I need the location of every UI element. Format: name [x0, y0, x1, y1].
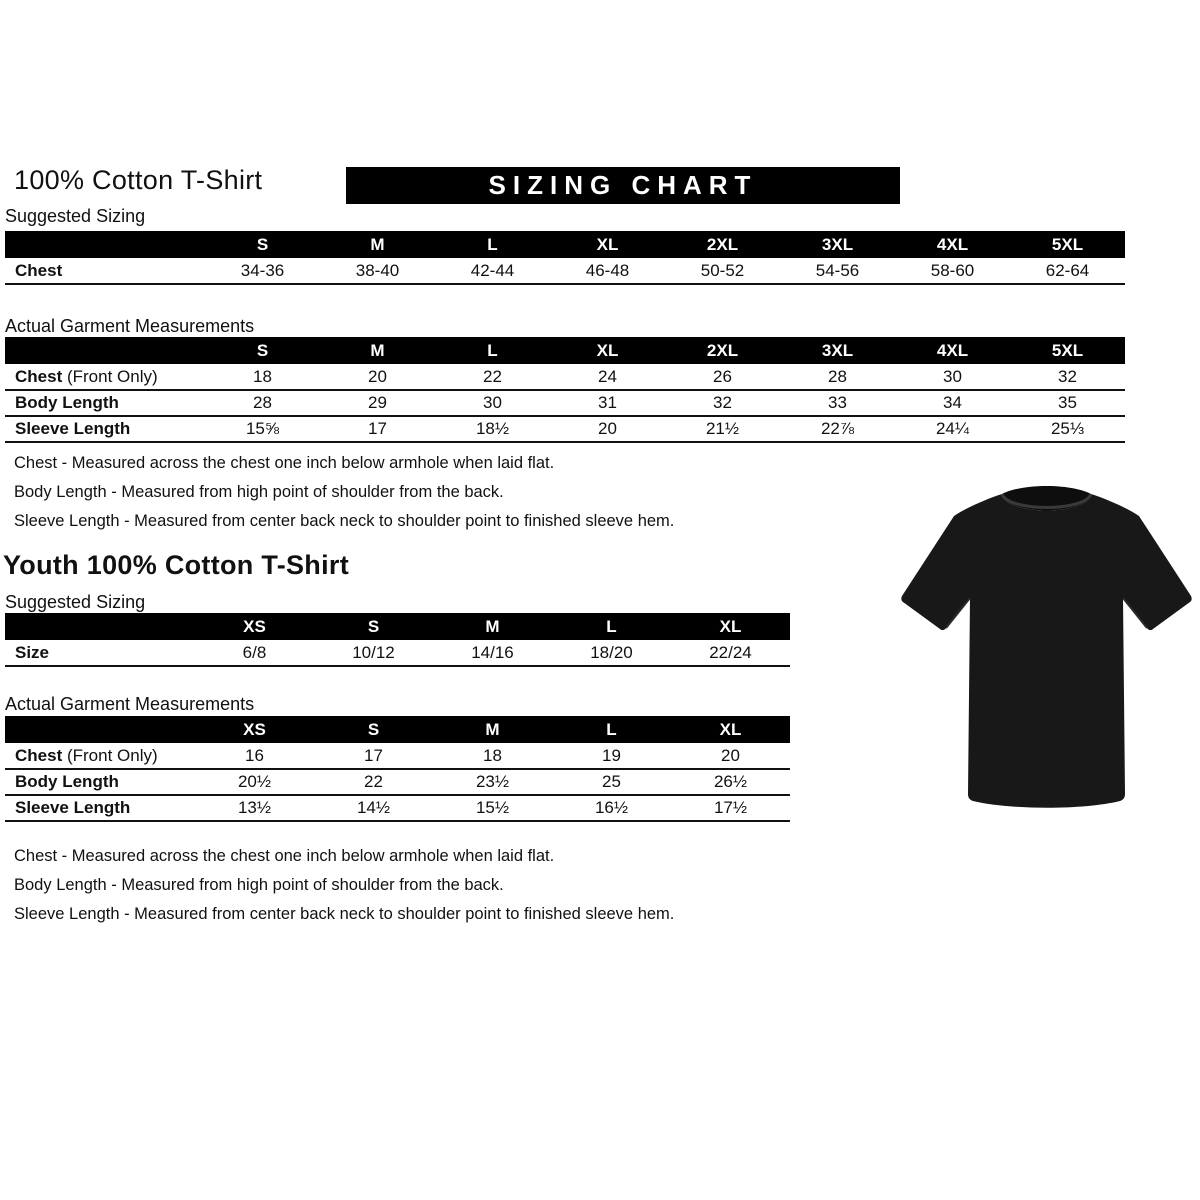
row-label	[5, 743, 195, 769]
size-column-header: XL	[671, 613, 790, 640]
size-cell: 32	[665, 390, 780, 416]
size-cell: 22/24	[671, 640, 790, 666]
size-cell: 14½	[314, 795, 433, 821]
row-label-text: Size	[15, 642, 50, 662]
row-label-suffix: (Front Only)	[62, 745, 158, 765]
table-row	[5, 258, 1125, 284]
size-cell: 14/16	[433, 640, 552, 666]
size-column-header: S	[314, 716, 433, 743]
size-column-header: M	[320, 231, 435, 258]
size-column-header: 5XL	[1010, 337, 1125, 364]
size-cell: 20	[320, 364, 435, 390]
size-cell: 13½	[195, 795, 314, 821]
size-cell: 34-36	[205, 258, 320, 284]
youth-product-title: Youth 100% Cotton T-Shirt	[3, 550, 349, 580]
row-label-text: Chest	[15, 745, 63, 765]
row-label	[5, 640, 195, 666]
size-cell: 6/8	[195, 640, 314, 666]
size-column-header: 4XL	[895, 337, 1010, 364]
size-cell: 25	[552, 769, 671, 795]
corner-cell	[5, 337, 205, 364]
adult-product-title: 100% Cotton T-Shirt	[14, 165, 263, 195]
row-label	[5, 258, 205, 284]
youth-measurement-notes	[14, 847, 674, 934]
adult-actual-measurements-label: Actual Garment Measurements	[5, 316, 255, 336]
size-cell: 10/12	[314, 640, 433, 666]
size-column-header: L	[435, 337, 550, 364]
size-column-header: XS	[195, 613, 314, 640]
size-cell: 58-60	[895, 258, 1010, 284]
size-column-header: 3XL	[780, 231, 895, 258]
size-cell: 33	[780, 390, 895, 416]
row-label	[5, 416, 205, 442]
note-line: Chest - Measured across the chest one inch below armhole when laid flat.	[14, 847, 555, 865]
size-cell: 18	[205, 364, 320, 390]
size-cell: 34	[895, 390, 1010, 416]
youth-actual-measurements-label: Actual Garment Measurements	[5, 694, 255, 714]
size-cell: 24¼	[895, 416, 1010, 442]
size-cell: 20	[671, 743, 790, 769]
size-cell: 20½	[195, 769, 314, 795]
size-column-header: M	[433, 613, 552, 640]
table-row	[5, 640, 790, 666]
size-cell: 19	[552, 743, 671, 769]
size-cell: 38-40	[320, 258, 435, 284]
size-column-header: S	[314, 613, 433, 640]
table-row	[5, 390, 1125, 416]
size-column-header: XL	[550, 337, 665, 364]
size-cell: 16½	[552, 795, 671, 821]
size-cell: 21½	[665, 416, 780, 442]
note-line: Sleeve Length - Measured from center back neck to shoulder point to finished sleeve hem.	[14, 512, 675, 530]
size-cell: 31	[550, 390, 665, 416]
tshirt-image	[898, 470, 1195, 815]
youth-actual-measurements-table	[5, 716, 790, 822]
size-column-header: 3XL	[780, 337, 895, 364]
size-cell: 29	[320, 390, 435, 416]
table-row	[5, 769, 790, 795]
table-header-row	[5, 613, 790, 640]
row-label-text: Sleeve Length	[15, 798, 131, 817]
size-cell: 30	[435, 390, 550, 416]
row-label-text: Body Length	[15, 772, 119, 791]
size-column-header: M	[320, 337, 435, 364]
row-label-text: Sleeve Length	[15, 419, 131, 438]
adult-actual-measurements-table	[5, 337, 1125, 443]
row-label	[5, 390, 205, 416]
size-cell: 17	[320, 416, 435, 442]
size-column-header: S	[205, 337, 320, 364]
size-column-header: 2XL	[665, 337, 780, 364]
youth-suggested-sizing-label: Suggested Sizing	[5, 592, 146, 612]
size-column-header: L	[552, 613, 671, 640]
note-line: Chest - Measured across the chest one inch below armhole when laid flat.	[14, 454, 555, 472]
note-line: Sleeve Length - Measured from center back neck to shoulder point to finished sleeve hem.	[14, 905, 675, 923]
size-cell: 28	[780, 364, 895, 390]
table-header-row	[5, 231, 1125, 258]
size-cell: 30	[895, 364, 1010, 390]
note-line: Body Length - Measured from high point of shoulder from the back.	[14, 876, 504, 894]
size-cell: 18/20	[552, 640, 671, 666]
size-cell: 28	[205, 390, 320, 416]
size-column-header: XL	[550, 231, 665, 258]
size-cell: 46-48	[550, 258, 665, 284]
size-column-header: XL	[671, 716, 790, 743]
size-cell: 26	[665, 364, 780, 390]
size-cell: 62-64	[1010, 258, 1125, 284]
size-column-header: M	[433, 716, 552, 743]
table-row	[5, 364, 1125, 390]
row-label-text: Chest	[15, 366, 63, 386]
adult-measurement-notes	[14, 454, 674, 541]
table-row	[5, 416, 1125, 442]
corner-cell	[5, 231, 205, 258]
adult-suggested-sizing-label: Suggested Sizing	[5, 206, 146, 226]
size-cell: 54-56	[780, 258, 895, 284]
table-row	[5, 795, 790, 821]
row-label	[5, 364, 205, 390]
size-column-header: XS	[195, 716, 314, 743]
size-column-header: 5XL	[1010, 231, 1125, 258]
note-line: Body Length - Measured from high point of shoulder from the back.	[14, 483, 504, 501]
size-cell: 24	[550, 364, 665, 390]
size-cell: 18	[433, 743, 552, 769]
table-header-row	[5, 337, 1125, 364]
adult-suggested-sizing-table	[5, 231, 1125, 285]
row-label-text: Body Length	[15, 393, 119, 412]
youth-suggested-sizing-table	[5, 613, 790, 667]
row-label-suffix: (Front Only)	[62, 366, 158, 386]
sizing-chart-banner: SIZING CHART	[346, 167, 900, 204]
size-cell: 17	[314, 743, 433, 769]
size-cell: 16	[195, 743, 314, 769]
size-column-header: 4XL	[895, 231, 1010, 258]
size-column-header: L	[435, 231, 550, 258]
size-cell: 35	[1010, 390, 1125, 416]
size-cell: 15½	[433, 795, 552, 821]
size-cell: 26½	[671, 769, 790, 795]
row-label-text: Chest	[15, 260, 63, 280]
size-cell: 18½	[435, 416, 550, 442]
size-cell: 32	[1010, 364, 1125, 390]
size-cell: 20	[550, 416, 665, 442]
size-cell: 23½	[433, 769, 552, 795]
row-label	[5, 795, 195, 821]
corner-cell	[5, 613, 195, 640]
size-cell: 15⅝	[205, 416, 320, 442]
size-cell: 25⅓	[1010, 416, 1125, 442]
tshirt-graphic	[898, 470, 1195, 815]
size-column-header: S	[205, 231, 320, 258]
size-cell: 17½	[671, 795, 790, 821]
size-column-header: 2XL	[665, 231, 780, 258]
size-column-header: L	[552, 716, 671, 743]
corner-cell	[5, 716, 195, 743]
size-cell: 22⅞	[780, 416, 895, 442]
size-cell: 42-44	[435, 258, 550, 284]
size-cell: 22	[314, 769, 433, 795]
row-label	[5, 769, 195, 795]
table-row	[5, 743, 790, 769]
size-cell: 22	[435, 364, 550, 390]
table-header-row	[5, 716, 790, 743]
size-cell: 50-52	[665, 258, 780, 284]
